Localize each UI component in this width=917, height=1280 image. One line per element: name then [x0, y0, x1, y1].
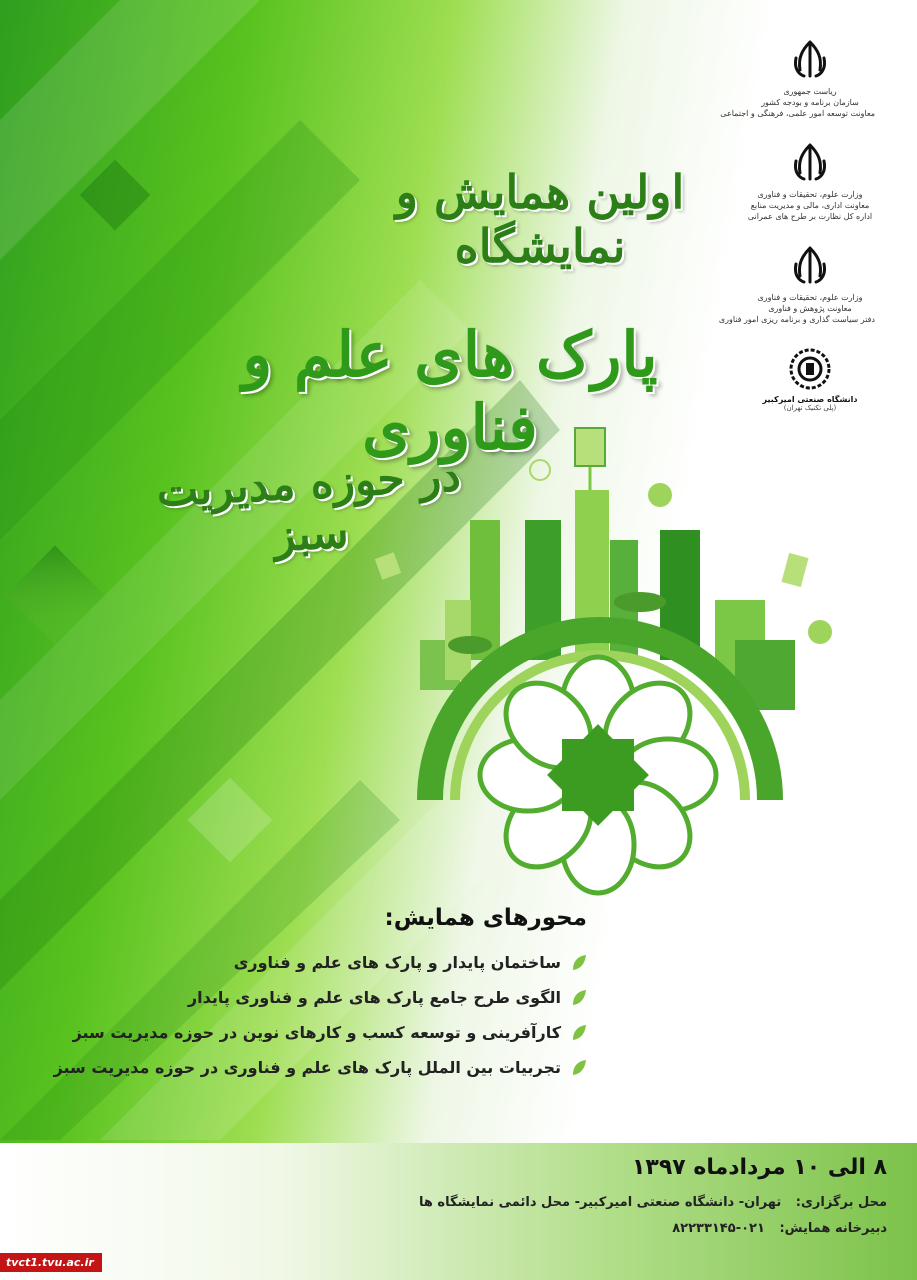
- logo-2-line-1: وزارت علوم، تحقیقات و فناوری: [757, 190, 863, 199]
- logo-1-line-1: ریاست جمهوری: [783, 87, 837, 96]
- event-date: ۸ الی ۱۰ مردادماه ۱۳۹۷: [631, 1155, 887, 1180]
- topic-text: کارآفرینی و توسعه کسب و کارهای نوین در حوزه مدیریت سبز: [72, 1023, 561, 1042]
- emblem-icon: [788, 141, 832, 185]
- title-line-3: در حوزه مدیریت سبز: [155, 450, 462, 562]
- topic-text: ساختمان پایدار و پارک های علم و فناوری: [233, 953, 561, 972]
- topics-heading: محورهای همایش:: [384, 905, 587, 931]
- logo-2-line-3: اداره کل نظارت بر طرح های عمرانی: [747, 212, 873, 221]
- logo-1-line-2: سازمان برنامه و بودجه کشور: [761, 98, 859, 107]
- university-subtitle: (پلی تکنیک تهران): [783, 404, 837, 412]
- website-badge[interactable]: tvct1.tvu.ac.ir: [0, 1253, 102, 1272]
- logo-3-line-3: دفتر سیاست گذاری و برنامه ریزی امور فناوری: [718, 315, 875, 324]
- logo-ministry-1: [745, 141, 875, 222]
- topic-text: الگوی طرح جامع پارک های علم و فناوری پایدار: [187, 988, 561, 1007]
- secretariat-row: [672, 1221, 887, 1236]
- title-line-1: اولین همایش و نمایشگاه: [395, 165, 685, 273]
- topic-item: [27, 1058, 587, 1077]
- topic-item: [27, 988, 587, 1007]
- secretariat-label: دبیرخانه همایش:: [779, 1221, 887, 1236]
- topic-item: [27, 953, 587, 972]
- conference-topics: [27, 905, 587, 1093]
- leaf-icon: [571, 954, 587, 972]
- secretariat-phone: ۰۲۱-۸۲۲۳۳۱۴۵: [672, 1221, 765, 1236]
- flower-emblem-icon: [480, 657, 716, 893]
- logo-university: [745, 347, 875, 412]
- sponsor-logos: [718, 38, 875, 434]
- topic-item: [27, 1023, 587, 1042]
- topic-text: تجربیات بین الملل پارک های علم و فناوری در حوزه مدیریت سبز: [53, 1058, 561, 1077]
- leaf-icon: [571, 1024, 587, 1042]
- venue-label: محل برگزاری:: [795, 1195, 887, 1210]
- title-line-2: پارک های علم و فناوری: [242, 318, 658, 464]
- footer-info: [0, 1143, 917, 1280]
- logo-3-line-1: وزارت علوم، تحقیقات و فناوری: [757, 293, 863, 302]
- venue-value: تهران- دانشگاه صنعتی امیرکبیر- محل دائمی نمایشگاه ها: [419, 1195, 782, 1210]
- university-name: دانشگاه صنعتی امیرکبیر: [762, 395, 858, 404]
- logo-1-line-3: معاونت توسعه امور علمی، فرهنگی و اجتماعی: [720, 109, 875, 118]
- venue-row: [419, 1195, 887, 1210]
- leaf-icon: [571, 989, 587, 1007]
- emblem-icon: [788, 38, 832, 82]
- logo-3-line-2: معاونت پژوهش و فناوری: [768, 304, 852, 313]
- leaf-icon: [571, 1059, 587, 1077]
- logo-ministry-2: [718, 244, 875, 325]
- university-emblem-icon: [788, 347, 832, 391]
- logo-2-line-2: معاونت اداری، مالی و مدیریت منابع: [750, 201, 870, 210]
- emblem-icon: [788, 244, 832, 288]
- logo-presidency: [720, 38, 875, 119]
